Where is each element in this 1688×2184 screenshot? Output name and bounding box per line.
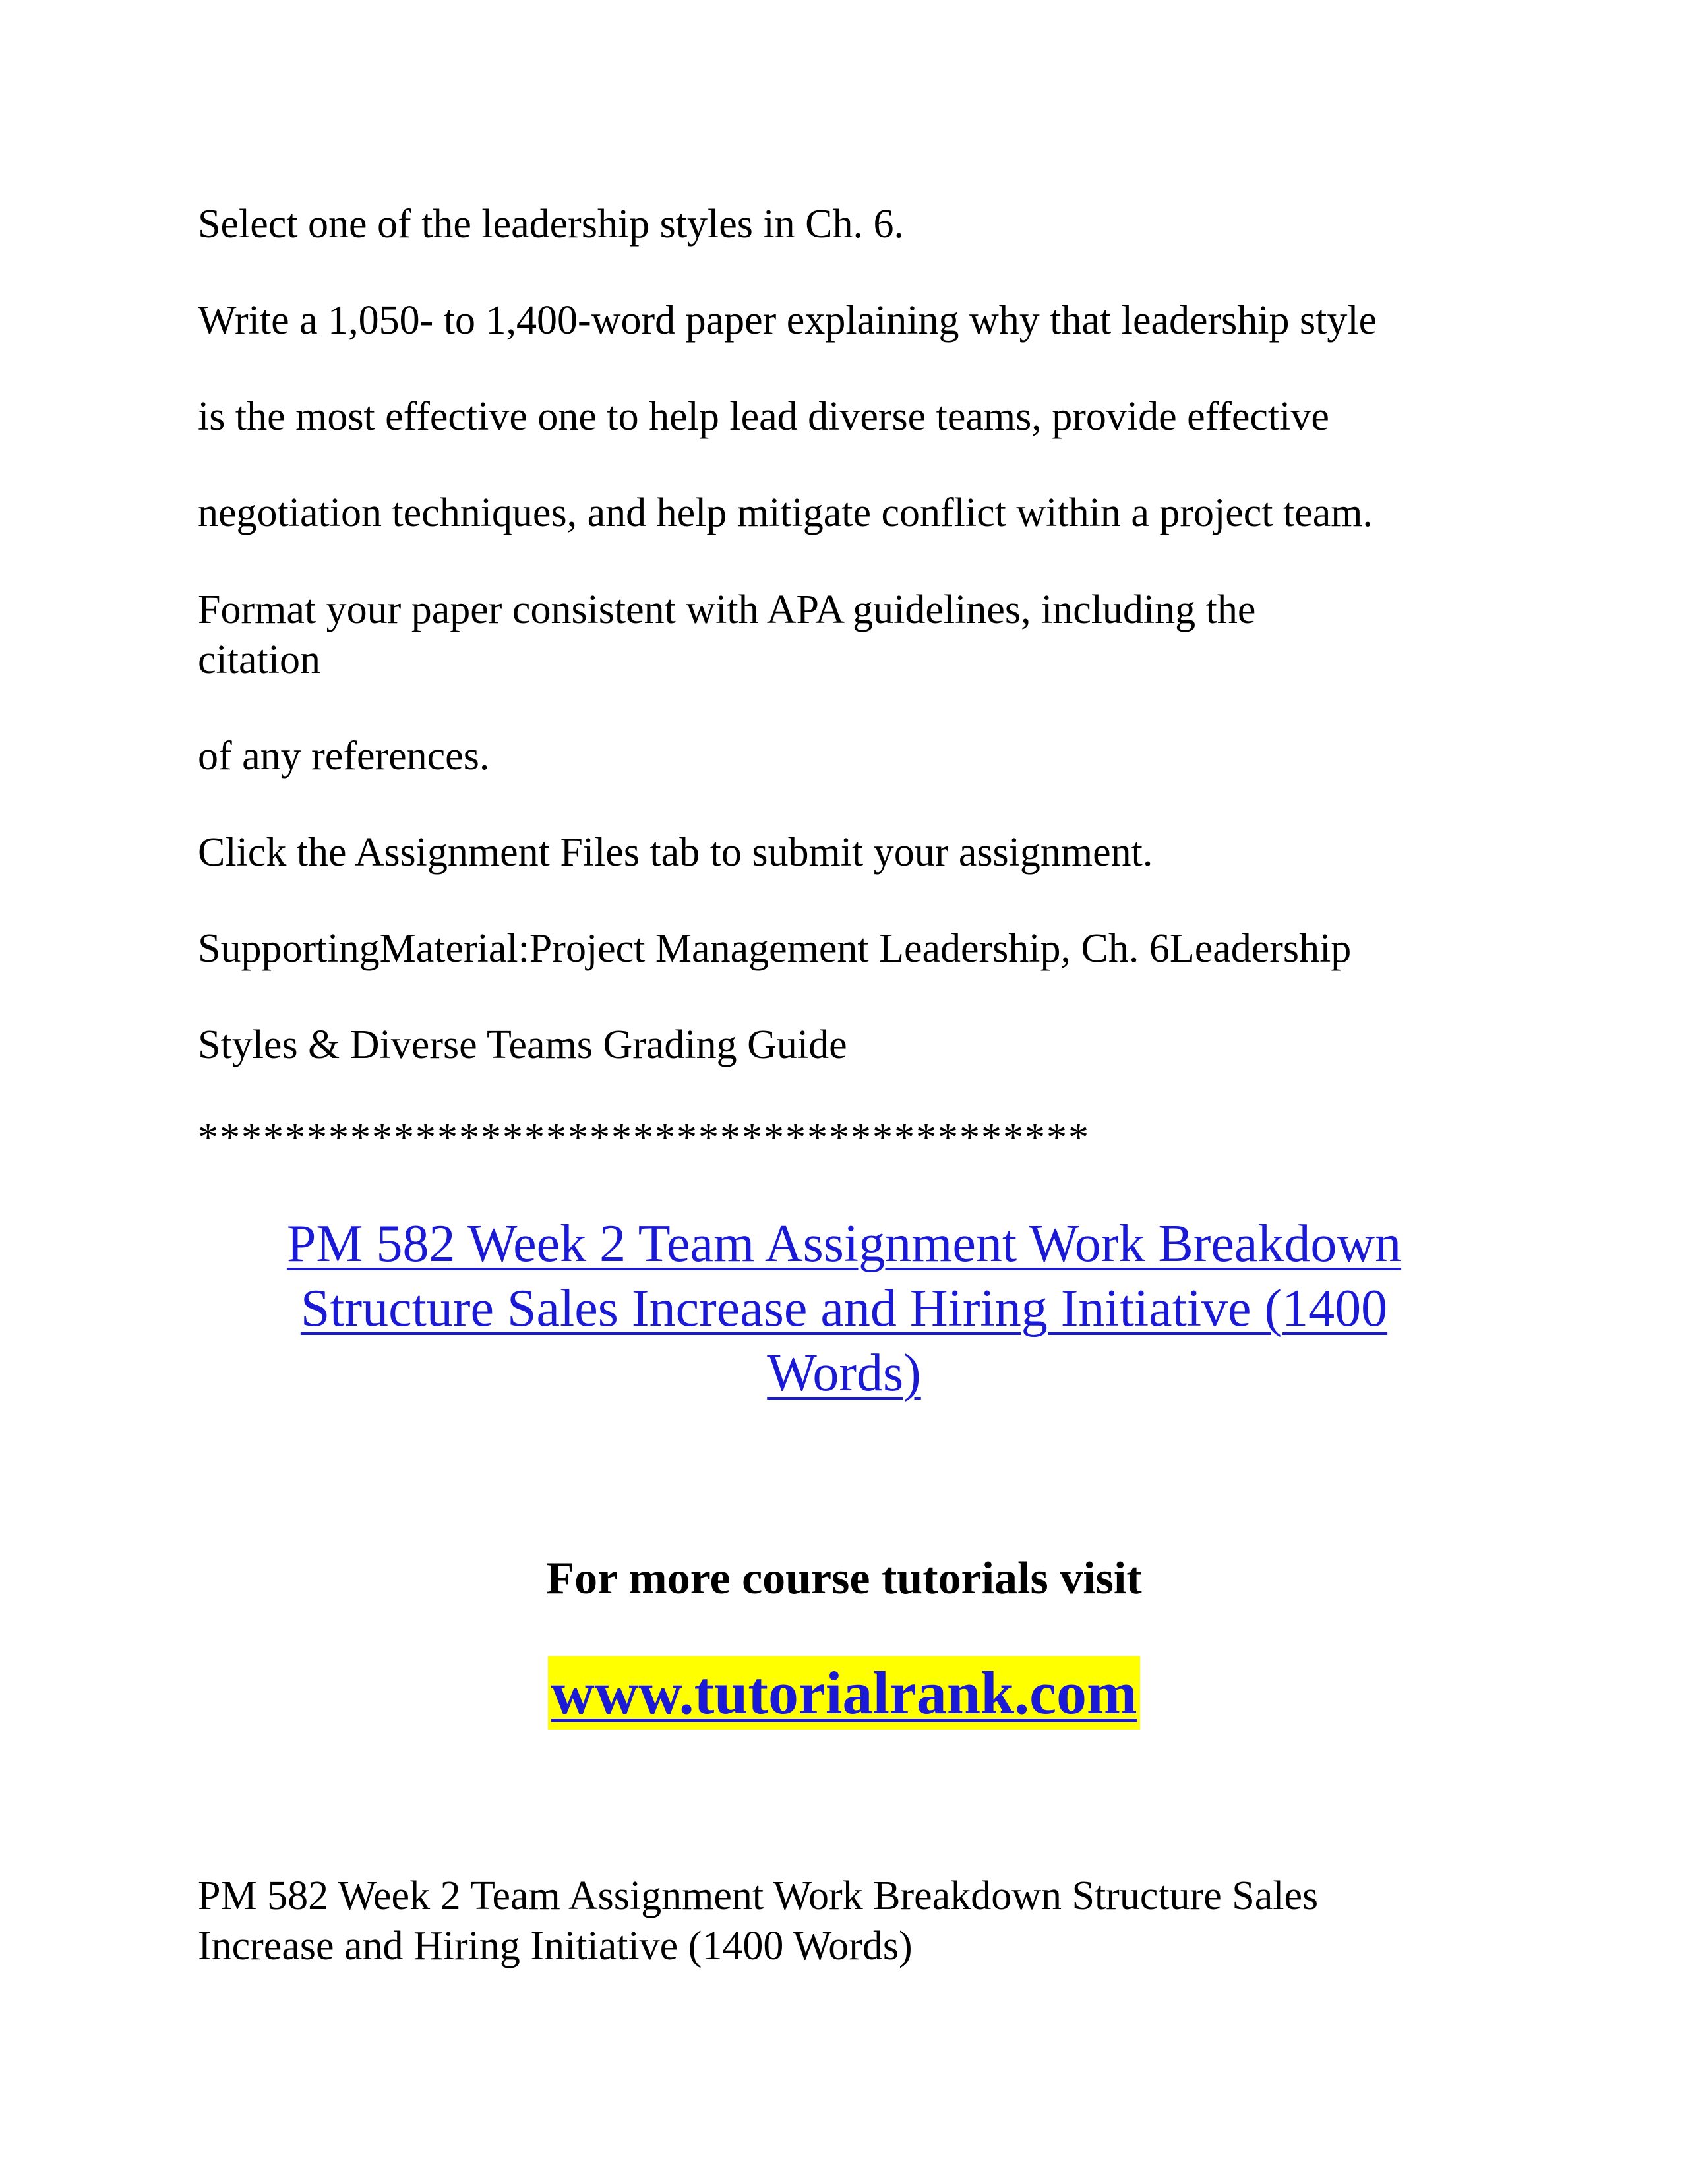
paragraph-references: of any references. <box>198 734 490 779</box>
assignment-title-link[interactable] <box>198 1212 1490 1405</box>
paragraph-negotiation: negotiation techniques, and help mitigate conflict within a project team. <box>198 490 1373 535</box>
paragraph-assignment-files: Click the Assignment Files tab to submit your assignment. <box>198 830 1153 875</box>
footer-title <box>198 1871 1318 1971</box>
paragraph-format-apa: Format your paper consistent with APA guidelines, including the <box>198 587 1256 632</box>
paragraph-most-effective: is the most effective one to help lead diverse teams, provide effective <box>198 394 1329 439</box>
paragraph-citation: citation <box>198 637 320 682</box>
paragraph-grading-guide: Styles & Diverse Teams Grading Guide <box>198 1022 847 1067</box>
paragraph-write-paper: Write a 1,050- to 1,400-word paper explaining why that leadership style <box>198 298 1377 343</box>
assignment-title-line-2: Structure Sales Increase and Hiring Initiative (1400 <box>300 1280 1388 1338</box>
assignment-title-line-3: Words) <box>767 1344 921 1402</box>
paragraph-select-style: Select one of the leadership styles in Ch. 6. <box>198 202 904 247</box>
paragraph-supporting-material: SupportingMaterial:Project Management Leadership, Ch. 6Leadership <box>198 926 1352 971</box>
footer-title-line-2: Increase and Hiring Initiative (1400 Words) <box>198 1924 913 1968</box>
assignment-title-line-1: PM 582 Week 2 Team Assignment Work Breakdown <box>286 1215 1402 1273</box>
promo-text: For more course tutorials visit <box>546 1553 1142 1604</box>
promo-url-container <box>198 1656 1490 1730</box>
footer-title-line-1: PM 582 Week 2 Team Assignment Work Breakdown Structure Sales <box>198 1874 1319 1918</box>
tutorialrank-url-link[interactable]: www.tutorialrank.com <box>548 1656 1139 1730</box>
separator-stars: ***************************************** <box>198 1115 1090 1160</box>
